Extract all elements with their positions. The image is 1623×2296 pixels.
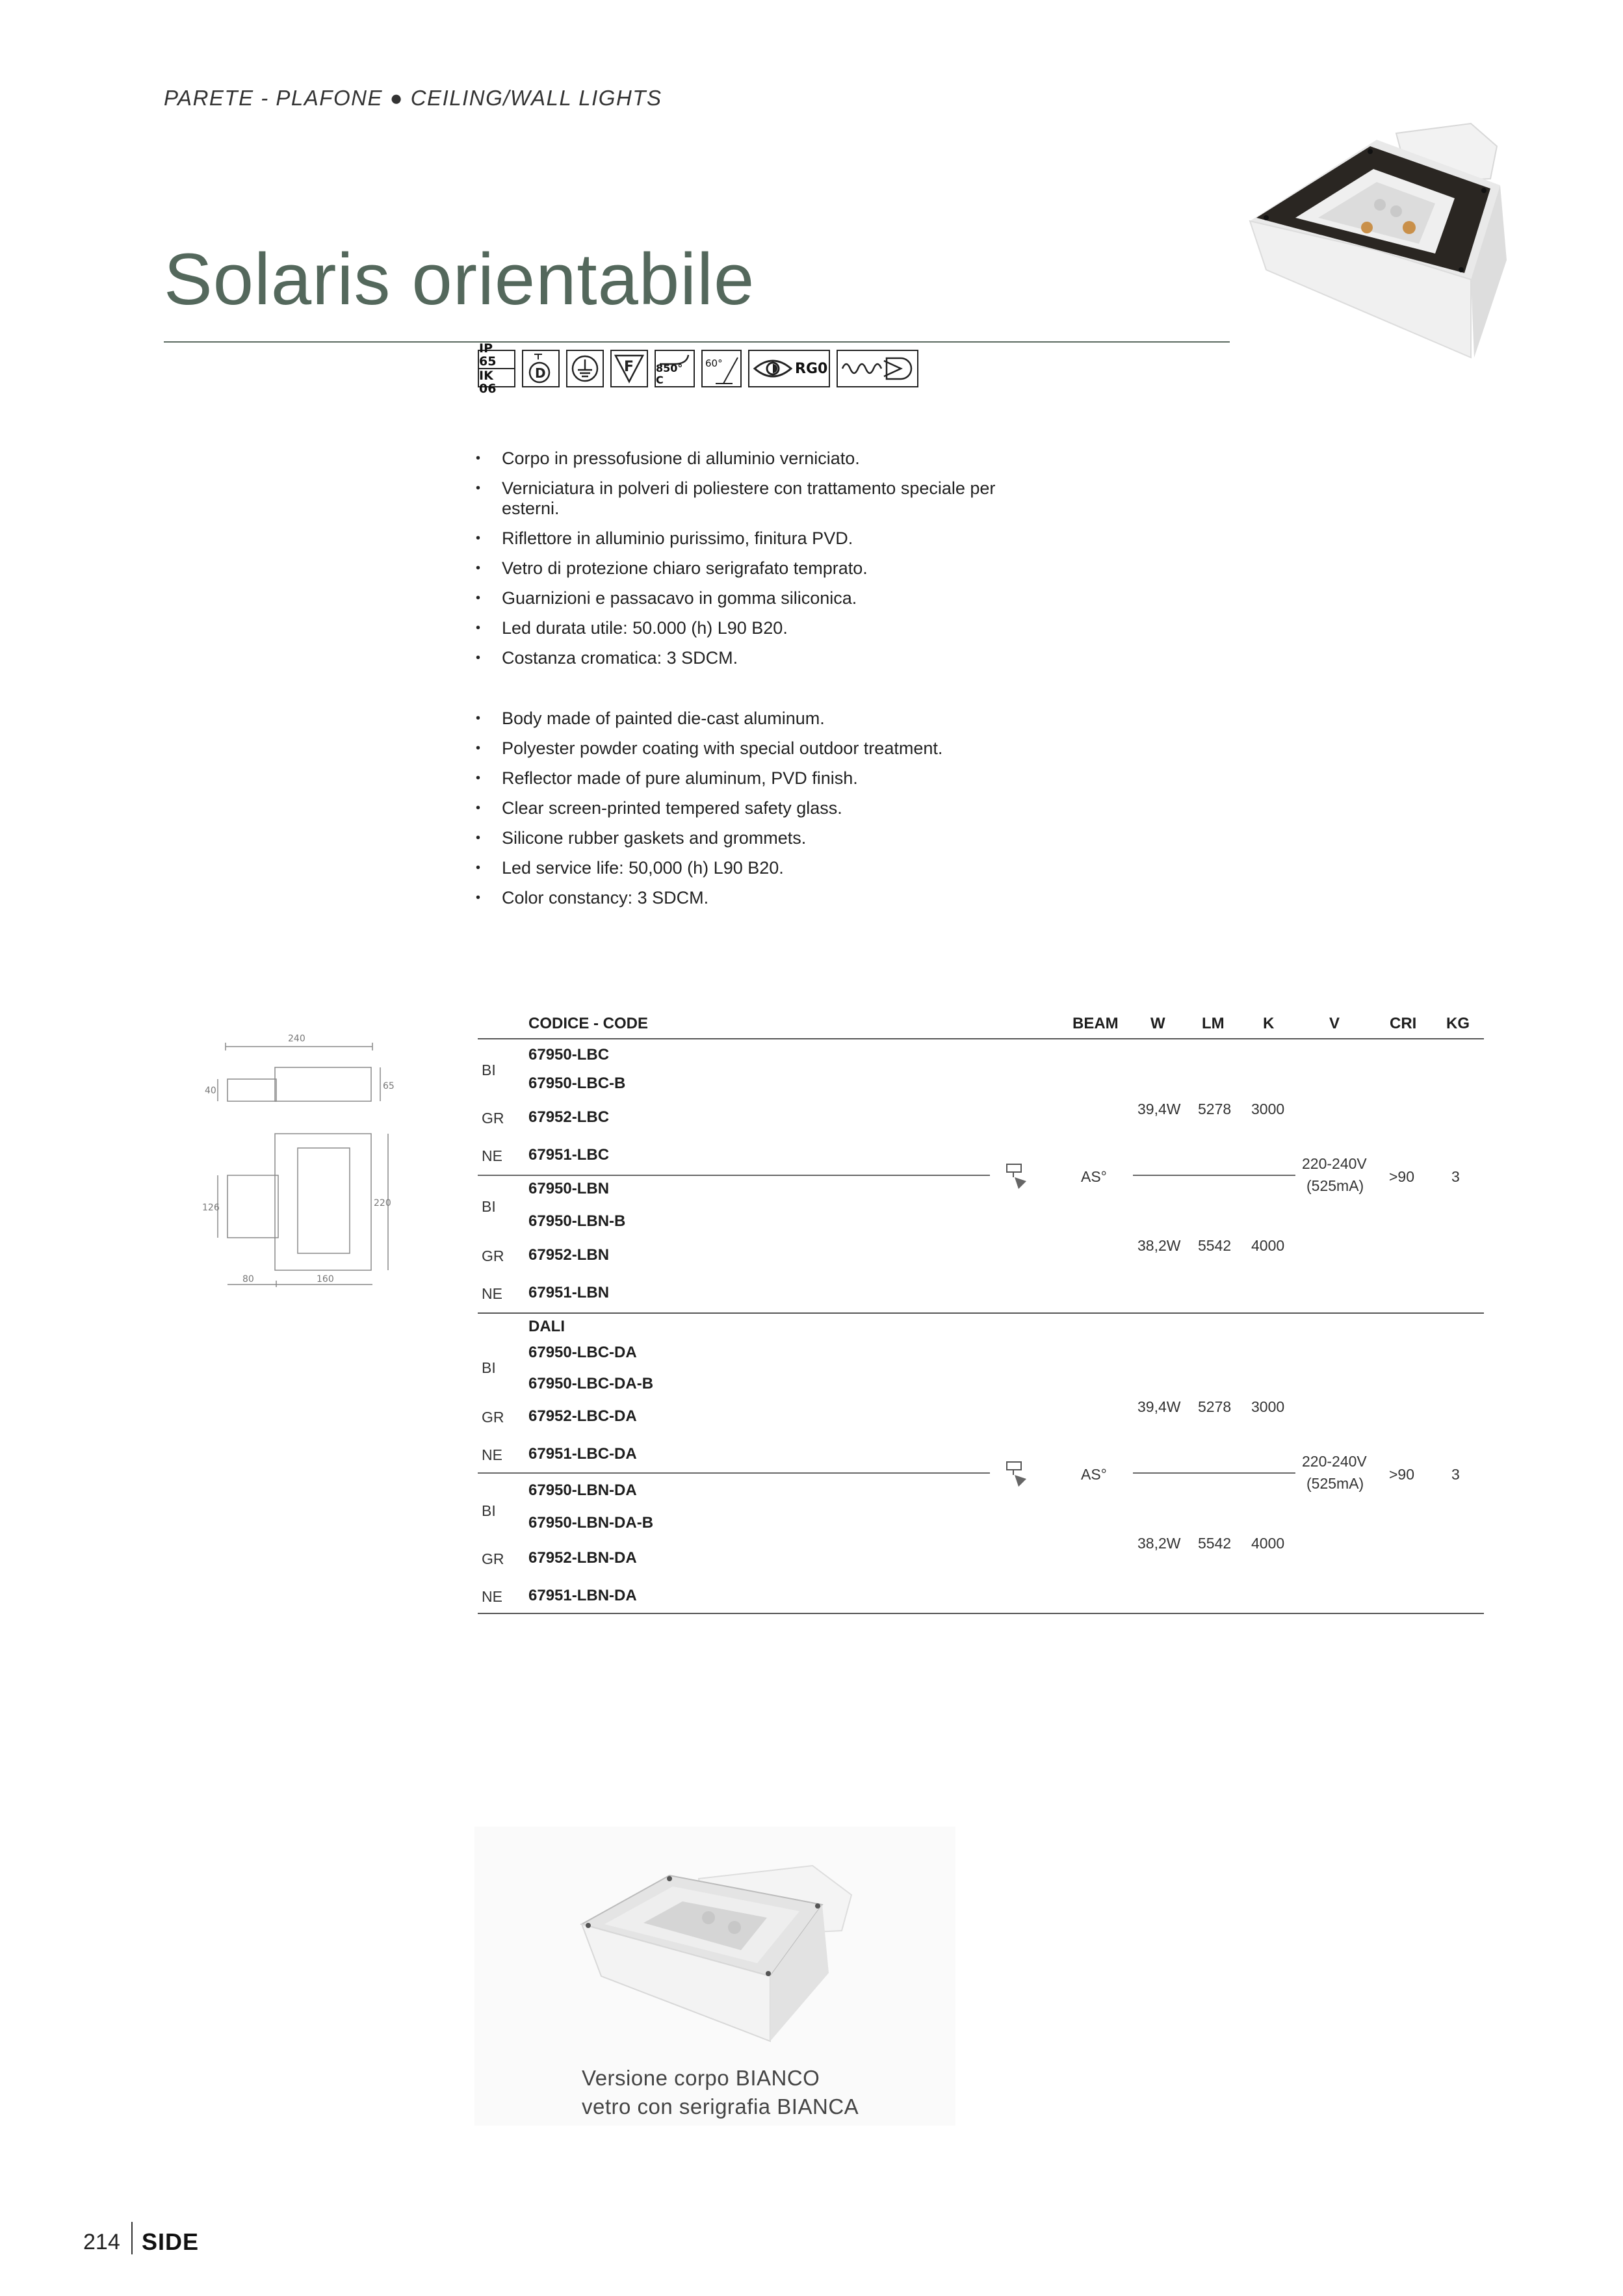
table-rule (478, 1038, 1484, 1039)
features-italian (474, 449, 1007, 678)
feature-item: • Reflector made of pure aluminum, PVD finish. (474, 768, 1007, 789)
row-divider (478, 1472, 990, 1474)
risk-group: RG0 (795, 360, 828, 377)
product-code: 67952-LBC-DA (528, 1407, 637, 1425)
dim-label: 126 (202, 1203, 220, 1213)
brand-name: SIDE (142, 2228, 200, 2255)
photobiological-risk-icon (748, 350, 830, 387)
features-english (474, 709, 1007, 918)
product-code: 67950-LBN (528, 1180, 610, 1197)
f-mark-icon (610, 350, 648, 387)
feature-item: • Costanza cromatica: 3 SDCM. (474, 648, 1007, 668)
color-label: GR (482, 1550, 504, 1567)
beam-value: AS° (1081, 1466, 1107, 1483)
page-number: 214 (83, 2230, 120, 2254)
kg-value: 3 (1451, 1466, 1460, 1483)
feature-item: • Led durata utile: 50.000 (h) L90 B20. (474, 618, 1007, 638)
feature-item: • Body made of painted die-cast aluminum. (474, 709, 1007, 729)
product-photo (1247, 120, 1539, 361)
color-label: GR (482, 1247, 504, 1264)
ik-rating: IK 06 (479, 369, 497, 396)
feature-item: • Clear screen-printed tempered safety glass. (474, 798, 1007, 818)
certification-icons (478, 341, 918, 396)
color-label: NE (482, 1147, 502, 1164)
svg-text:D: D (535, 365, 546, 381)
product-code: 67951-LBN-DA (528, 1587, 637, 1604)
color-label: GR (482, 1409, 504, 1426)
kelvin-value: 4000 (1251, 1535, 1285, 1552)
svg-text:F: F (624, 359, 634, 375)
color-label: BI (482, 1198, 496, 1215)
watt-value: 38,2W (1137, 1535, 1181, 1552)
product-code: 67951-LBC (528, 1146, 610, 1164)
product-code: 67951-LBN (528, 1284, 610, 1301)
beam-value: AS° (1081, 1168, 1107, 1185)
dim-label: 240 (288, 1034, 305, 1044)
color-label: NE (482, 1588, 502, 1605)
product-code: 67952-LBC (528, 1108, 610, 1126)
cri-value: >90 (1389, 1168, 1415, 1185)
lumen-value: 5278 (1198, 1398, 1232, 1415)
voltage-value: 220-240V (1302, 1155, 1367, 1172)
header-lm: LM (1202, 1015, 1225, 1032)
title-divider (164, 341, 1230, 343)
angle-icon (701, 350, 742, 387)
kelvin-value: 3000 (1251, 1101, 1285, 1117)
row-divider (478, 1175, 990, 1176)
dim-label: 220 (374, 1198, 391, 1208)
product-code: 67952-LBN (528, 1246, 610, 1264)
product-code: 67950-LBC-B (528, 1075, 626, 1092)
header-beam: BEAM (1072, 1015, 1119, 1032)
technical-drawing (198, 1027, 400, 1287)
ip-rating: IP 65 (479, 342, 514, 369)
lumen-value: 5542 (1198, 1535, 1232, 1552)
feature-item: • Silicone rubber gaskets and grommets. (474, 828, 1007, 848)
product-code: 67950-LBN-DA-B (528, 1514, 654, 1532)
header-w: W (1150, 1015, 1165, 1032)
driver-icon (837, 350, 918, 387)
spotlight-icon (1004, 1459, 1033, 1489)
dim-label: 65 (383, 1081, 395, 1091)
feature-item: • Corpo in pressofusione di alluminio verniciato. (474, 449, 1007, 469)
product-code: 67950-LBC (528, 1046, 610, 1063)
dim-label: 40 (205, 1086, 216, 1096)
dim-label: 160 (317, 1274, 334, 1285)
header-k: K (1263, 1015, 1275, 1032)
header-code: CODICE - CODE (528, 1015, 649, 1032)
ip-ik-rating-icon (478, 341, 515, 396)
glow-wire-icon (655, 350, 695, 387)
kg-value: 3 (1451, 1168, 1460, 1185)
table-rule (478, 1312, 1484, 1314)
color-label: BI (482, 1359, 496, 1376)
current-value: (525mA) (1306, 1177, 1364, 1194)
header-cri: CRI (1390, 1015, 1417, 1032)
variant-caption: Versione corpo BIANCO (582, 2066, 820, 2090)
product-code: 67951-LBC-DA (528, 1445, 637, 1463)
color-label: BI (482, 1062, 496, 1078)
product-code: 67950-LBC-DA (528, 1344, 637, 1361)
angle-value: 60° (705, 358, 723, 369)
feature-item: • Riflettore in alluminio purissimo, finitura PVD. (474, 528, 1007, 549)
header-v: V (1329, 1015, 1340, 1032)
watt-value: 39,4W (1137, 1398, 1181, 1415)
lumen-value: 5542 (1198, 1237, 1232, 1254)
feature-item: • Polyester powder coating with special outdoor treatment. (474, 738, 1007, 759)
page-title: Solaris orientabile (164, 239, 755, 320)
dim-label: 80 (242, 1274, 254, 1285)
feature-item: • Led service life: 50,000 (h) L90 B20. (474, 858, 1007, 878)
watt-value: 39,4W (1137, 1101, 1181, 1117)
row-divider (1133, 1175, 1295, 1176)
cri-value: >90 (1389, 1466, 1415, 1483)
footer-divider (131, 2222, 133, 2254)
color-label: GR (482, 1110, 504, 1127)
watt-value: 38,2W (1137, 1237, 1181, 1254)
feature-item: • Verniciatura in polveri di poliestere con trattamento speciale per esterni. (474, 478, 1007, 519)
dali-label: DALI (528, 1318, 565, 1335)
product-code: 67952-LBN-DA (528, 1549, 637, 1567)
color-label: NE (482, 1446, 502, 1463)
feature-item: • Vetro di protezione chiaro serigrafato temprato. (474, 558, 1007, 579)
product-code: 67950-LBN-DA (528, 1481, 637, 1499)
color-label: NE (482, 1285, 502, 1302)
kelvin-value: 3000 (1251, 1398, 1285, 1415)
variant-caption: vetro con serigrafia BIANCA (582, 2094, 859, 2119)
feature-item: • Guarnizioni e passacavo in gomma siliconica. (474, 588, 1007, 608)
kelvin-value: 4000 (1251, 1237, 1285, 1254)
table-rule (478, 1613, 1484, 1614)
current-value: (525mA) (1306, 1475, 1364, 1492)
color-label: BI (482, 1502, 496, 1519)
header-kg: KG (1446, 1015, 1470, 1032)
product-code: 67950-LBC-DA-B (528, 1375, 654, 1392)
row-divider (1133, 1472, 1295, 1474)
dimmable-bulb-icon (522, 350, 560, 387)
spotlight-icon (1004, 1162, 1033, 1192)
lumen-value: 5278 (1198, 1101, 1232, 1117)
voltage-value: 220-240V (1302, 1453, 1367, 1470)
glow-wire-temp: 850° C (656, 362, 683, 386)
product-code: 67950-LBN-B (528, 1212, 626, 1230)
category-header: PARETE - PLAFONE ● CEILING/WALL LIGHTS (164, 86, 662, 110)
feature-item: • Color constancy: 3 SDCM. (474, 888, 1007, 908)
earth-ground-icon (566, 350, 604, 387)
